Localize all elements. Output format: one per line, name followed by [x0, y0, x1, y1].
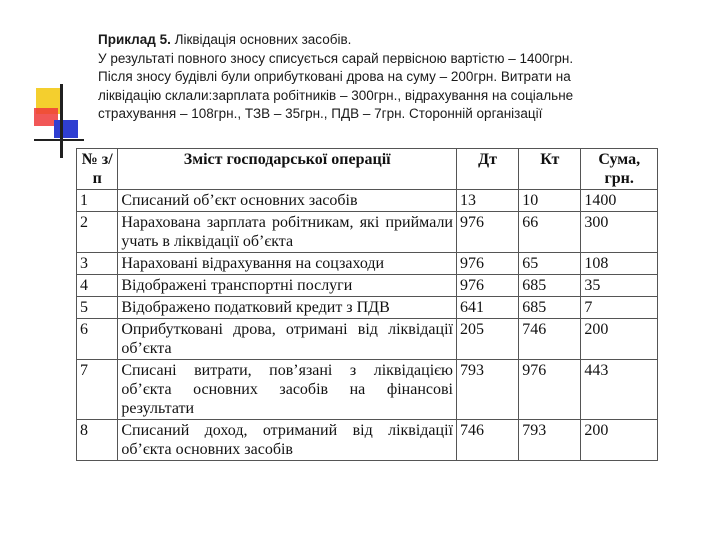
cell-sum: 1400	[581, 190, 658, 212]
cell-desc: Оприбутковані дрова, отримані від ліквідації об’єкта	[118, 319, 457, 360]
intro-line: страхування – 108грн., ТЗВ – 35грн., ПДВ – 7грн. Сторонній організації	[98, 106, 543, 121]
cell-dt: 205	[456, 319, 518, 360]
cell-dt: 641	[456, 297, 518, 319]
table-row	[77, 212, 658, 253]
cell-num: 8	[77, 420, 118, 461]
decor-blue-square	[54, 120, 78, 138]
intro-line: У результаті повного зносу списується сарай первісною вартістю – 1400грн.	[98, 50, 574, 66]
cell-sum: 200	[581, 420, 658, 461]
cell-kt: 65	[519, 253, 581, 275]
cell-num: 3	[77, 253, 118, 275]
header-dt: Дт	[456, 149, 518, 190]
cell-kt: 746	[519, 319, 581, 360]
cell-desc: Відображено податковий кредит з ПДВ	[118, 297, 457, 319]
table-row	[77, 190, 658, 212]
cell-num: 4	[77, 275, 118, 297]
cell-kt: 10	[519, 190, 581, 212]
cell-sum: 200	[581, 319, 658, 360]
header-kt: Кт	[519, 149, 581, 190]
cell-dt: 793	[456, 360, 518, 420]
table-header-row	[77, 149, 658, 190]
cell-kt: 66	[519, 212, 581, 253]
header-desc: Зміст господарської операції	[118, 149, 457, 190]
header-num: № з/п	[77, 149, 118, 190]
intro-title-rest: Ліквідація основних засобів.	[170, 32, 352, 47]
cell-kt: 793	[519, 420, 581, 461]
cell-dt: 976	[456, 253, 518, 275]
cell-num: 1	[77, 190, 118, 212]
intro-title	[98, 31, 698, 50]
cell-desc: Нарахована зарплата робітникам, які приймали учать в ліквідації об’єкта	[118, 212, 457, 253]
cell-num: 6	[77, 319, 118, 360]
table-row	[77, 253, 658, 275]
header-sum: Сума, грн.	[581, 149, 658, 190]
cell-num: 7	[77, 360, 118, 420]
cell-desc: Відображені транспортні послуги	[118, 275, 457, 297]
intro-title-bold: Приклад 5.	[98, 32, 171, 47]
cell-dt: 976	[456, 275, 518, 297]
cell-num: 2	[77, 212, 118, 253]
table-row	[77, 319, 658, 360]
cell-desc: Списані витрати, пов’язані з ліквідацією об’єкта основних засобів на фінансові результати	[118, 360, 457, 420]
intro-line: Після зносу будівлі були оприбутковані дрова на суму – 200грн. Витрати на	[98, 69, 571, 84]
decor-vertical-line	[60, 84, 63, 158]
cell-kt: 685	[519, 297, 581, 319]
intro-text	[98, 31, 698, 124]
cell-desc: Списаний об’єкт основних засобів	[118, 190, 457, 212]
cell-num: 5	[77, 297, 118, 319]
cell-kt: 976	[519, 360, 581, 420]
cell-kt: 685	[519, 275, 581, 297]
cell-dt: 13	[456, 190, 518, 212]
intro-line: ліквідацію склали:зарплата робітників – 300грн., відрахування на соціальне	[98, 87, 574, 103]
table-row	[77, 420, 658, 461]
table-row	[77, 360, 658, 420]
cell-sum: 35	[581, 275, 658, 297]
table-row	[77, 275, 658, 297]
cell-desc: Списаний доход, отриманий від ліквідації об’єкта основних засобів	[118, 420, 457, 461]
cell-sum: 7	[581, 297, 658, 319]
operations-table	[76, 148, 658, 461]
table-row	[77, 297, 658, 319]
cell-sum: 443	[581, 360, 658, 420]
decor-horizontal-line	[34, 139, 84, 141]
cell-sum: 108	[581, 253, 658, 275]
cell-desc: Нараховані відрахування на соцзаходи	[118, 253, 457, 275]
cell-sum: 300	[581, 212, 658, 253]
cell-dt: 746	[456, 420, 518, 461]
cell-dt: 976	[456, 212, 518, 253]
